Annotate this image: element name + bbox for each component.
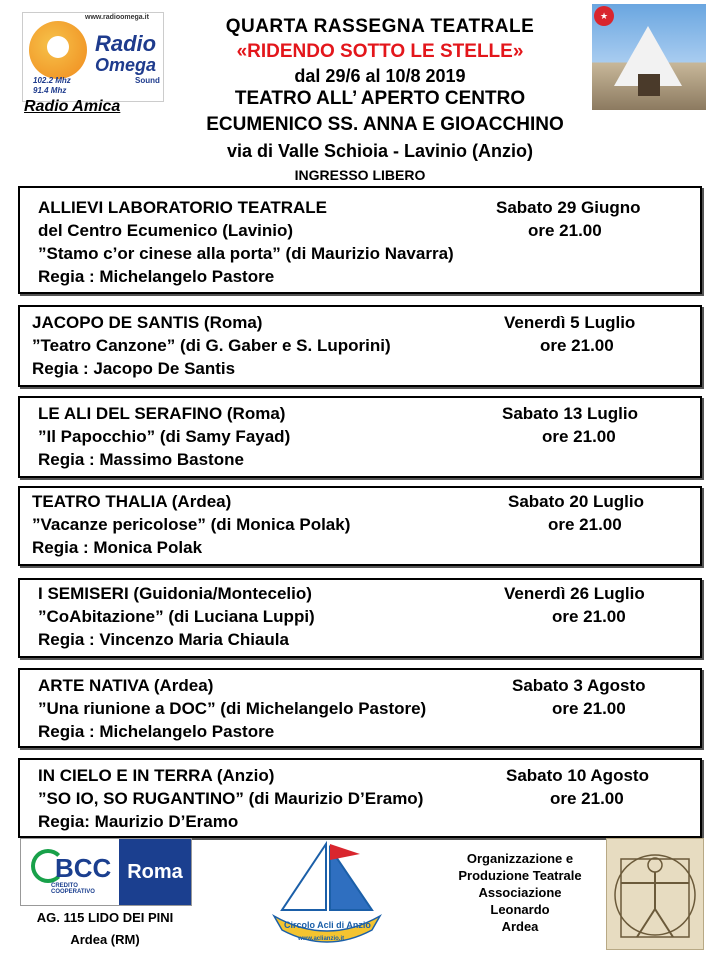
venue-line-1: TEATRO ALL’ APERTO CENTRO [234, 88, 526, 109]
event-director: Regia: Maurizio D’Eramo [38, 812, 239, 831]
event-box-4 [18, 486, 702, 566]
event-play: ”Teatro Canzone” (di G. Gaber e S. Luporini) [32, 336, 391, 355]
event-date: Sabato 3 Agosto [512, 676, 646, 695]
logo-name-2: Omega [95, 55, 157, 75]
event-play: ”Il Papocchio” (di Samy Fayad) [38, 427, 291, 446]
acli-anzio-logo [268, 838, 386, 948]
event-box-6 [18, 668, 702, 748]
boat-url: www.aclianzio.it [298, 936, 345, 942]
organizer-line: Leonardo [490, 902, 550, 917]
event-box-1 [18, 186, 702, 294]
boat-label: Circolo Acli di Anzio [284, 920, 371, 930]
event-box-5 [18, 578, 702, 658]
radio-amica-label: Radio Amica [24, 98, 121, 115]
event-company: I SEMISERI (Guidonia/Montecelio) [38, 584, 312, 603]
event-company: LE ALI DEL SERAFINO (Roma) [38, 404, 286, 423]
bcc-subtitle: CREDITO COOPERATIVO [51, 883, 95, 895]
event-director: Regia : Monica Polak [32, 538, 203, 557]
event-time: ore 21.00 [542, 427, 616, 446]
event-director: Regia : Massimo Bastone [38, 450, 244, 469]
bcc-roma-logo [20, 838, 192, 906]
event-time: ore 21.00 [552, 699, 626, 718]
event-company: IN CIELO E IN TERRA (Anzio) [38, 766, 275, 785]
event-play: ”Vacanze pericolose” (di Monica Polak) [32, 515, 351, 534]
admission-note: INGRESSO LIBERO [294, 167, 426, 183]
bcc-brand: BCC [55, 853, 112, 883]
event-date: Sabato 10 Agosto [506, 766, 649, 785]
venue-line-2: ECUMENICO SS. ANNA E GIOACCHINO [206, 114, 564, 135]
event-director: Regia : Michelangelo Pastore [38, 722, 275, 741]
organizer-line: Associazione [478, 885, 562, 900]
radio-omega-logo [22, 12, 164, 102]
church-photo [592, 4, 706, 110]
logo-name-1: Radio [95, 31, 157, 56]
event-company: ALLIEVI LABORATORIO TEATRALE [38, 198, 327, 217]
event-play: ”Stamo c’or cinese alla porta” (di Maurizio Navarra) [38, 244, 454, 263]
event-time: ore 21.00 [552, 607, 626, 626]
page-title: QUARTA RASSEGNA TEATRALE [225, 16, 535, 37]
agency-label: AG. 115 LIDO DEI PINI [36, 910, 174, 925]
event-company: JACOPO DE SANTIS (Roma) [32, 313, 263, 332]
event-director: Regia : Vincenzo Maria Chiaula [38, 630, 289, 649]
event-date: Venerdì 26 Luglio [504, 584, 645, 603]
event-play: ”CoAbitazione” (di Luciana Luppi) [38, 607, 315, 626]
logo-circle-icon [29, 21, 87, 79]
church-door-icon [638, 74, 660, 96]
event-director: Regia : Michelangelo Pastore [38, 267, 275, 286]
organizer-line: Ardea [501, 919, 539, 934]
logo-sound: Sound [135, 76, 160, 85]
event-date: Sabato 20 Luglio [508, 492, 645, 511]
logo-frequency-2: 91.4 Mhz [33, 86, 67, 95]
festival-name: «RIDENDO SOTTO LE STELLE» [236, 41, 524, 62]
organizer-line: Produzione Teatrale [458, 868, 582, 883]
event-company: TEATRO THALIA (Ardea) [32, 492, 232, 511]
event-time: ore 21.00 [550, 789, 624, 808]
event-box-3 [18, 396, 702, 478]
event-time: ore 21.00 [548, 515, 622, 534]
event-director: Regia : Jacopo De Santis [32, 359, 236, 378]
bcc-city: Roma [119, 839, 191, 905]
festival-dates: dal 29/6 al 10/8 2019 [294, 66, 466, 86]
event-play: ”Una riunione a DOC” (di Michelangelo Pastore) [38, 699, 427, 718]
bcc-logo-left [21, 839, 119, 905]
event-time: ore 21.00 [540, 336, 614, 355]
vitruvian-icon [607, 839, 703, 949]
event-date: Venerdì 5 Luglio [504, 313, 636, 332]
sailboat-icon [268, 838, 386, 948]
event-box-2 [18, 305, 702, 387]
event-date: Sabato 29 Giugno [496, 198, 641, 217]
agency-city: Ardea (RM) [70, 932, 140, 947]
event-time: ore 21.00 [528, 221, 602, 240]
event-date: Sabato 13 Luglio [502, 404, 639, 423]
badge-icon: ★ [594, 6, 614, 26]
event-company: ARTE NATIVA (Ardea) [38, 676, 214, 695]
organizer-block [430, 850, 610, 935]
event-company-detail: del Centro Ecumenico (Lavinio) [38, 221, 294, 240]
event-box-7 [18, 758, 702, 838]
logo-frequency-1: 102.2 Mhz [33, 76, 71, 85]
vitruvian-man-image [606, 838, 704, 950]
event-play: ”SO IO, SO RUGANTINO” (di Maurizio D’Eramo) [38, 789, 424, 808]
logo-url: www.radioomega.it [85, 14, 149, 21]
venue-address: via di Valle Schioia - Lavinio (Anzio) [226, 141, 534, 161]
organizer-line: Organizzazione e [466, 851, 574, 866]
